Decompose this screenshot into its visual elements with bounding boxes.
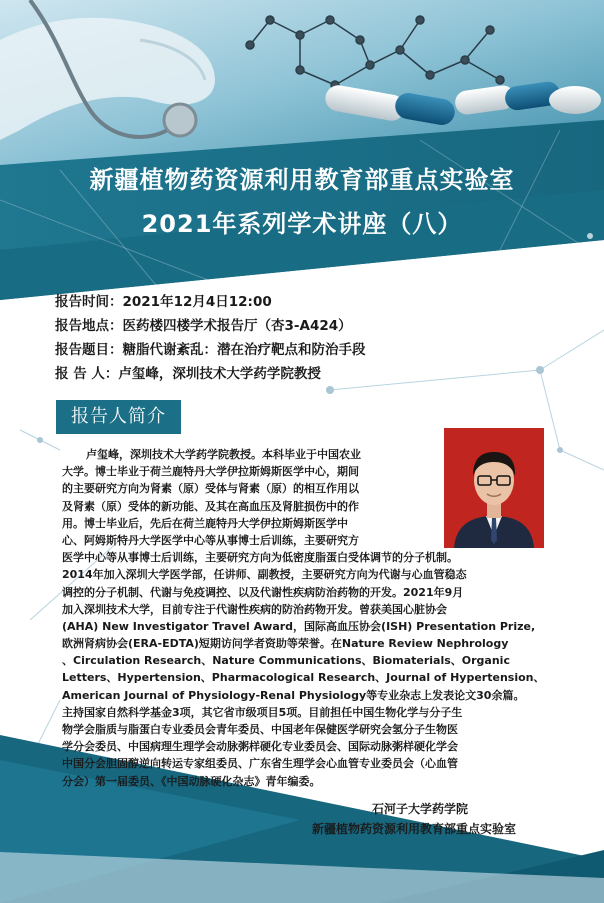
- info-location: [55, 314, 366, 338]
- bio-line: 卢玺峰，深圳技术大学药学院教授。本科毕业于中国农业: [86, 448, 361, 461]
- info-value: 糖脂代谢紊乱：潜在治疗靶点和防治手段: [122, 342, 366, 358]
- bio-line: Letters、Hypertension、Pharmacological Research、Journal of Hypertension、: [62, 671, 545, 685]
- bio-line: 加入深圳技术大学，目前专注于代谢性疾病的防治药物开发。曾获美国心脏协会: [62, 602, 447, 616]
- bio-line: 医学中心等从事博士后训练，主要研究方向为低密度脂蛋白受体调节的分子机制。: [62, 551, 458, 565]
- info-value: 卢玺峰，深圳技术大学药学院教授: [118, 366, 321, 382]
- speaker-bio: [62, 446, 545, 790]
- signature-lab: 新疆植物药资源利用教育部重点实验室: [312, 822, 517, 836]
- section-title-speaker-bio: 报告人简介: [56, 400, 181, 434]
- bio-line: 主持国家自然科学基金3项，其它省市级项目5项。目前担任中国生物化学与分子生: [62, 705, 463, 719]
- bio-line: 及肾素（原）受体的新功能、及其在高血压及肾脏损伤中的作: [62, 499, 359, 513]
- bio-line: 、Circulation Research、Nature Communications、Biomaterials、Organic: [62, 654, 510, 668]
- bio-line: (AHA) New Investigator Travel Award，国际高血压协会(ISH) Presentation Prize,: [62, 619, 536, 633]
- bio-line: 中国分会胆固醇逆向转运专家组委员、广东省生理学会心血管专业委员会（心血管: [62, 757, 458, 771]
- bio-line: 心、阿姆斯特丹大学医学中心等从事博士后训练，主要研究方: [62, 533, 359, 547]
- bio-line: 欧洲肾病协会(ERA-EDTA)短期访问学者资助等荣誉。在Nature Review Nephrology: [62, 637, 509, 651]
- bio-line: 2014年加入深圳大学医学部，任讲师、副教授，主要研究方向为代谢与心血管稳态: [62, 568, 467, 582]
- title-line-2: 2021年系列学术讲座（八）: [141, 210, 463, 238]
- bio-line: 用。博士毕业后，先后在荷兰鹿特丹大学伊拉斯姆斯医学中: [62, 516, 348, 530]
- info-value: 2021年12月4日12:00: [122, 294, 272, 310]
- bio-line: American Journal of Physiology-Renal Physiology等专业杂志上发表论文30余篇。: [62, 688, 525, 702]
- info-label: 报告题目：: [55, 342, 123, 358]
- info-topic: [55, 338, 366, 362]
- lecture-info: [55, 290, 366, 386]
- info-label: 报 告 人：: [55, 366, 119, 382]
- bio-line: 物学会脂质与脂蛋白专业委员会青年委员、中国老年保健医学研究会氢分子生物医: [62, 723, 458, 736]
- bio-line: 调控的分子机制、代谢与免疫调控、以及代谢性疾病防治药物的开发。2021年9月: [62, 585, 464, 599]
- signature-school: 石河子大学药学院: [372, 802, 469, 816]
- bio-line: 学分会委员、中国病理生理学会动脉粥样硬化专业委员会、国际动脉粥样硬化学会: [62, 740, 458, 754]
- poster-title: [0, 160, 604, 244]
- info-label: 报告时间：: [55, 294, 123, 310]
- info-label: 报告地点：: [55, 318, 123, 334]
- bio-line: 的主要研究方向为肾素（原）受体与肾素（原）的相互作用以: [62, 482, 359, 496]
- bio-line: 大学。博士毕业于荷兰鹿特丹大学伊拉斯姆斯医学中心，期间: [62, 465, 359, 479]
- info-time: [55, 290, 366, 314]
- bio-line: 分会）第一届委员、《中国动脉硬化杂志》青年编委。: [62, 774, 321, 788]
- info-value: 医药楼四楼学术报告厅（杏3-A424）: [122, 318, 352, 334]
- info-speaker: [55, 362, 366, 386]
- title-line-1: 新疆植物药资源利用教育部重点实验室: [89, 166, 515, 194]
